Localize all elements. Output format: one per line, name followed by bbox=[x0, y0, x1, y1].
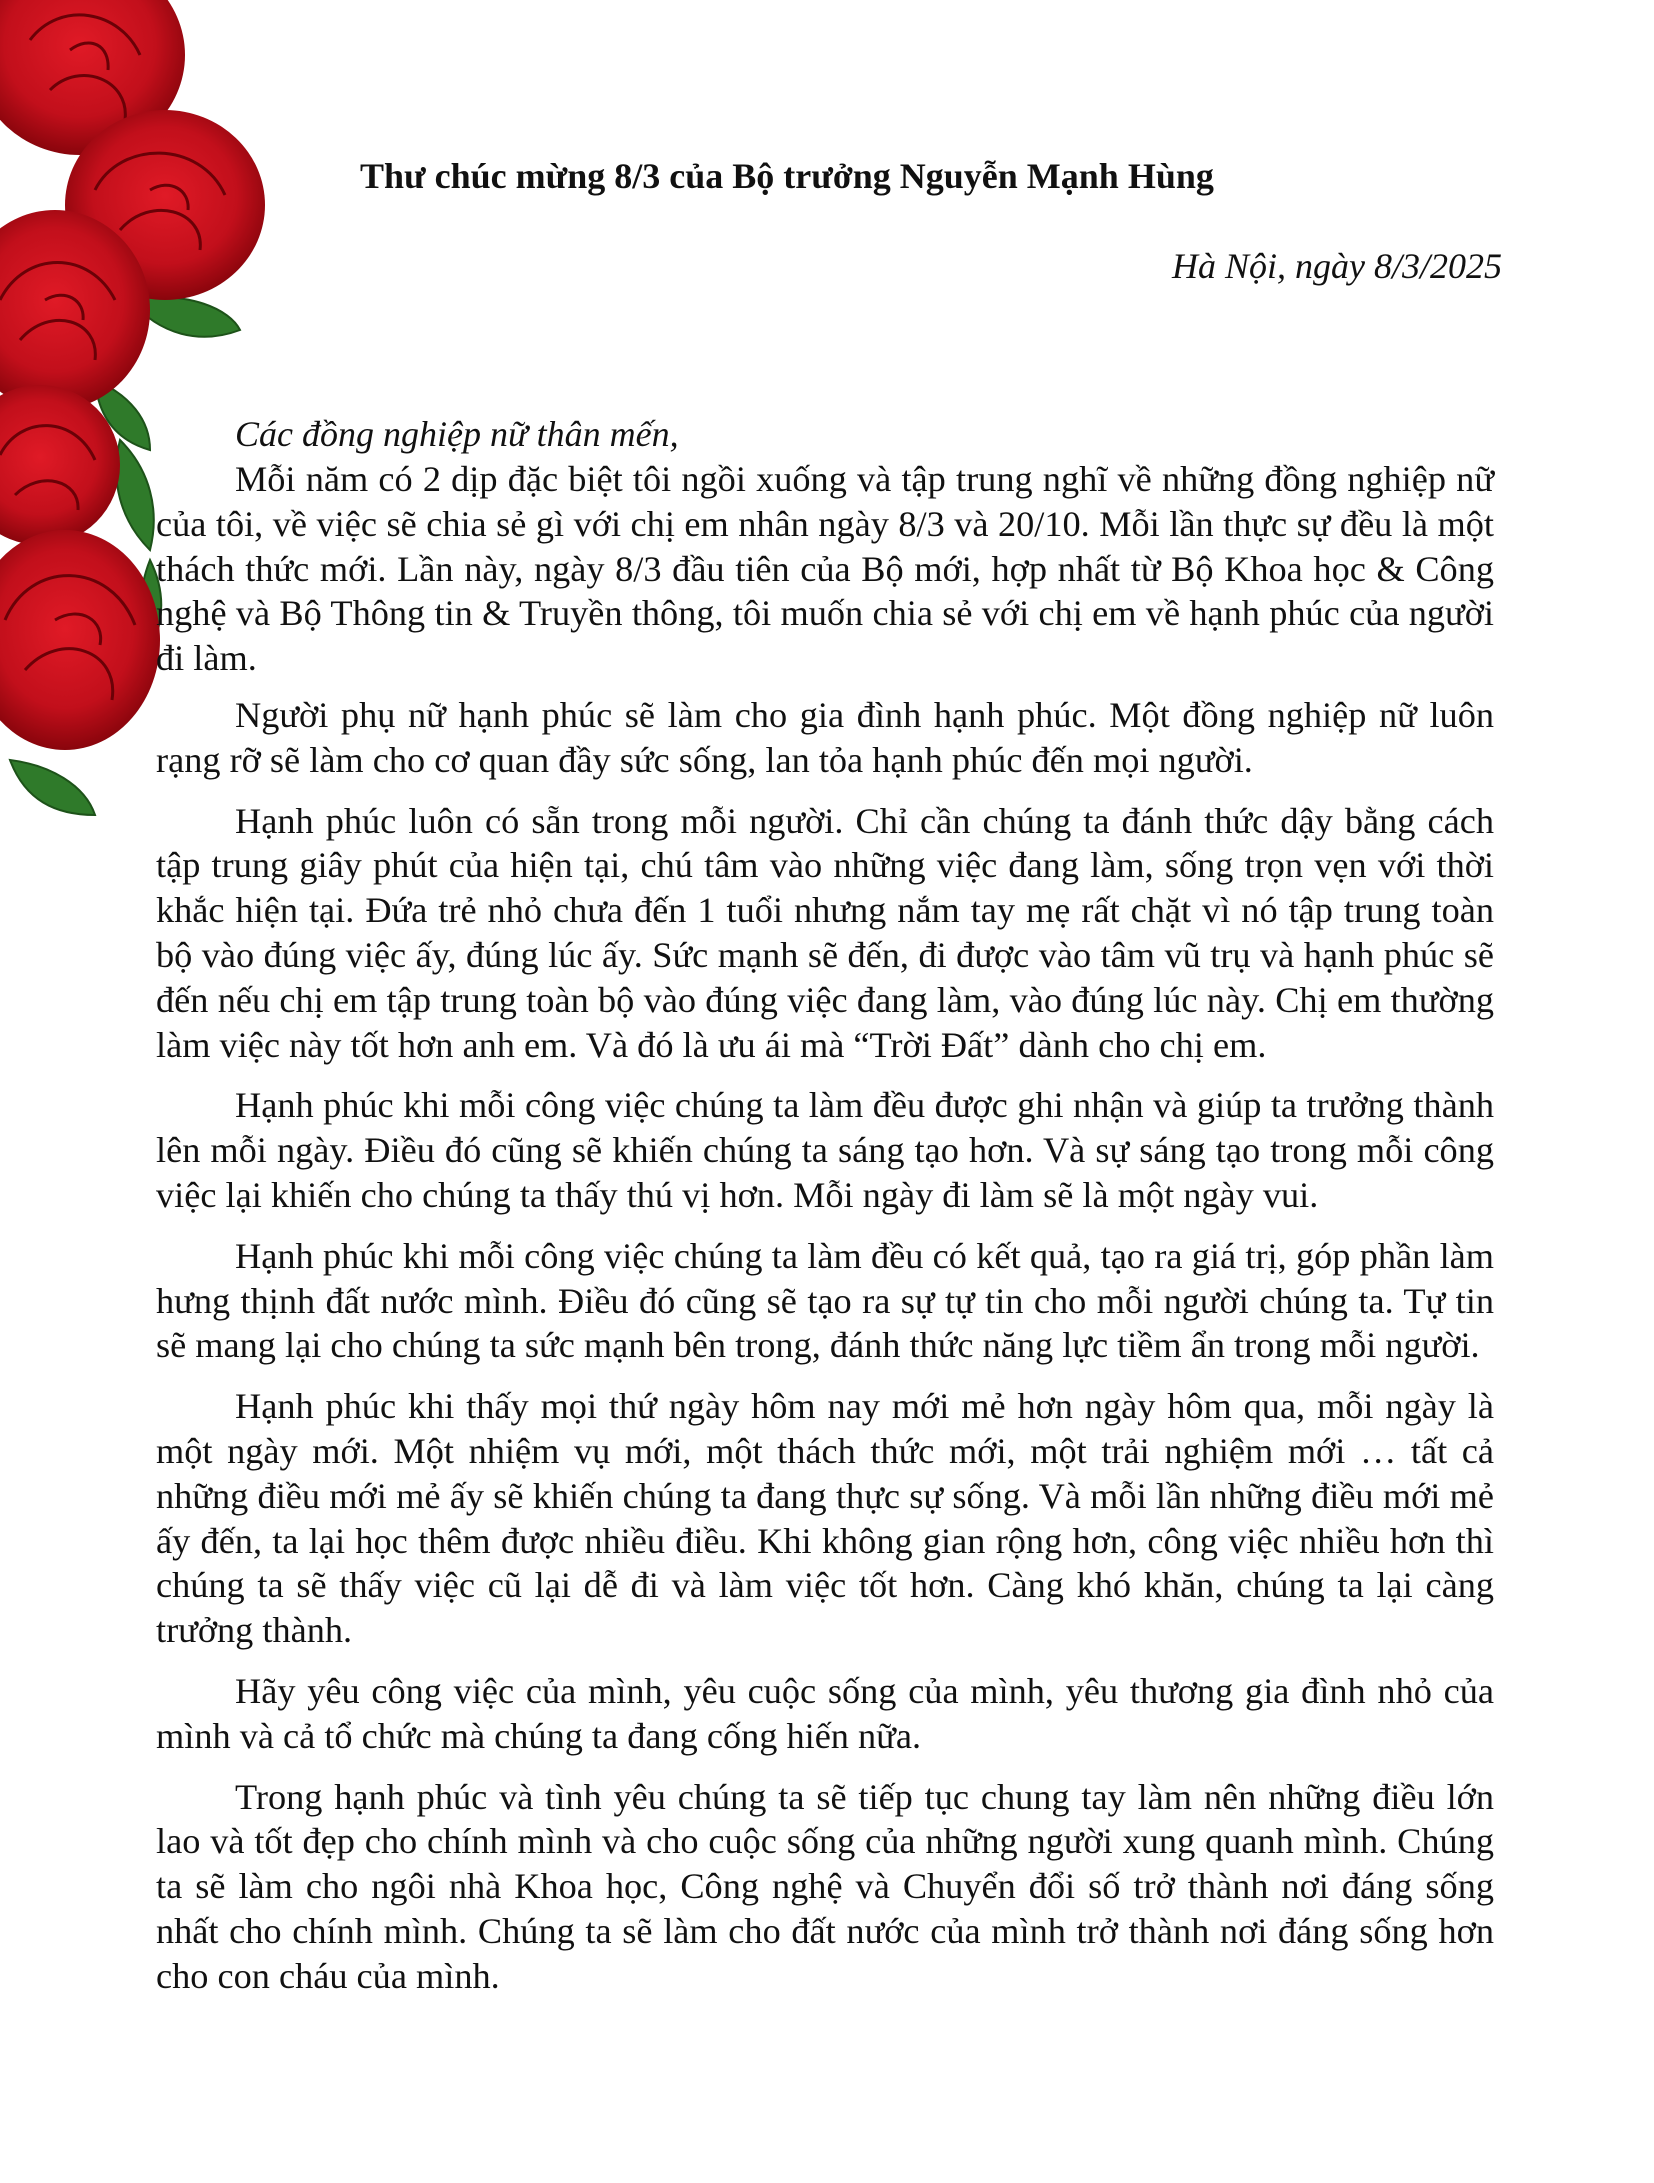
letter-paragraph: Hãy yêu công việc của mình, yêu cuộc sống của mình, yêu thương gia đình nhỏ của mình và cả tổ chức mà chúng ta đang cống hiến nữa. bbox=[156, 1670, 1494, 1756]
letter-paragraph: Hạnh phúc luôn có sẵn trong mỗi người. Chỉ cần chúng ta đánh thức dậy bằng cách tập trung giây phút của hiện tại, chú tâm vào những việc đang làm, sống trọn vẹn với thời khắc hiện tại. Đứa trẻ nhỏ chưa đến 1 tuổi nhưng nắm tay mẹ rất chặt vì nó tập trung toàn bộ vào đúng việc ấy, đúng lúc ấy. Sức mạnh sẽ đến, đi được vào tâm vũ trụ và hạnh phúc sẽ đến nếu chị em tập trung toàn bộ vào đúng việc đang làm, vào đúng lúc này. Chị em thường làm việc này tốt hơn anh em. Và đó là ưu ái mà “Trời Đất” dành cho chị em. bbox=[156, 800, 1494, 1065]
letter-body bbox=[156, 412, 1494, 2015]
letter-title: Thư chúc mừng 8/3 của Bộ trưởng Nguyễn Mạnh Hùng bbox=[360, 156, 1214, 196]
letter-salutation: Các đồng nghiệp nữ thân mến, bbox=[235, 414, 679, 454]
letter-paragraph: Mỗi năm có 2 dịp đặc biệt tôi ngồi xuống và tập trung nghĩ về những đồng nghiệp nữ của tôi, về việc sẽ chia sẻ gì với chị em nhân ngày 8/3 và 20/10. Mỗi lần thực sự đều là một thách thức mới. Lần này, ngày 8/3 đầu tiên của Bộ mới, hợp nhất từ Bộ Khoa học & Công nghệ và Bộ Thông tin & Truyền thông, tôi muốn chia sẻ với chị em về hạnh phúc của người đi làm. bbox=[156, 459, 1494, 679]
letter-dateline: Hà Nội, ngày 8/3/2025 bbox=[1172, 246, 1502, 286]
letter-paragraph: Hạnh phúc khi thấy mọi thứ ngày hôm nay mới mẻ hơn ngày hôm qua, mỗi ngày là một ngày mới. Một nhiệm vụ mới, một thách thức mới, một trải nghiệm mới … tất cả những điều mới mẻ ấy sẽ khiến chúng ta đang thực sự sống. Và mỗi lần những điều mới mẻ ấy đến, ta lại học thêm được nhiều điều. Khi không gian rộng hơn, công việc nhiều hơn thì chúng ta sẽ thấy việc cũ lại dễ đi và làm việc tốt hơn. Càng khó khăn, chúng ta lại càng trưởng thành. bbox=[156, 1386, 1494, 1651]
rose-decoration bbox=[0, 530, 160, 750]
letter-paragraph: Hạnh phúc khi mỗi công việc chúng ta làm đều được ghi nhận và giúp ta trưởng thành lên mỗi ngày. Điều đó cũng sẽ khiến chúng ta sáng tạo hơn. Và sự sáng tạo trong mỗi công việc lại khiến cho chúng ta thấy thú vị hơn. Mỗi ngày đi làm sẽ là một ngày vui. bbox=[156, 1085, 1494, 1215]
letter-paragraph: Người phụ nữ hạnh phúc sẽ làm cho gia đình hạnh phúc. Một đồng nghiệp nữ luôn rạng rỡ sẽ làm cho cơ quan đầy sức sống, lan tỏa hạnh phúc đến mọi người. bbox=[156, 694, 1494, 780]
letter-paragraph: Trong hạnh phúc và tình yêu chúng ta sẽ tiếp tục chung tay làm nên những điều lớn lao và tốt đẹp cho chính mình và cho cuộc sống của những người xung quanh mình. Chúng ta sẽ làm cho ngôi nhà Khoa học, Công nghệ và Chuyển đổi số trở thành nơi đáng sống nhất cho chính mình. Chúng ta sẽ làm cho đất nước của mình trở thành nơi đáng sống hơn cho con cháu của mình. bbox=[156, 1776, 1494, 1996]
letter-paragraph: Hạnh phúc khi mỗi công việc chúng ta làm đều có kết quả, tạo ra giá trị, góp phần làm hưng thịnh đất nước mình. Điều đó cũng sẽ tạo ra sự tự tin cho mỗi người chúng ta. Tự tin sẽ mang lại cho chúng ta sức mạnh bên trong, đánh thức năng lực tiềm ẩn trong mỗi người. bbox=[156, 1235, 1494, 1366]
